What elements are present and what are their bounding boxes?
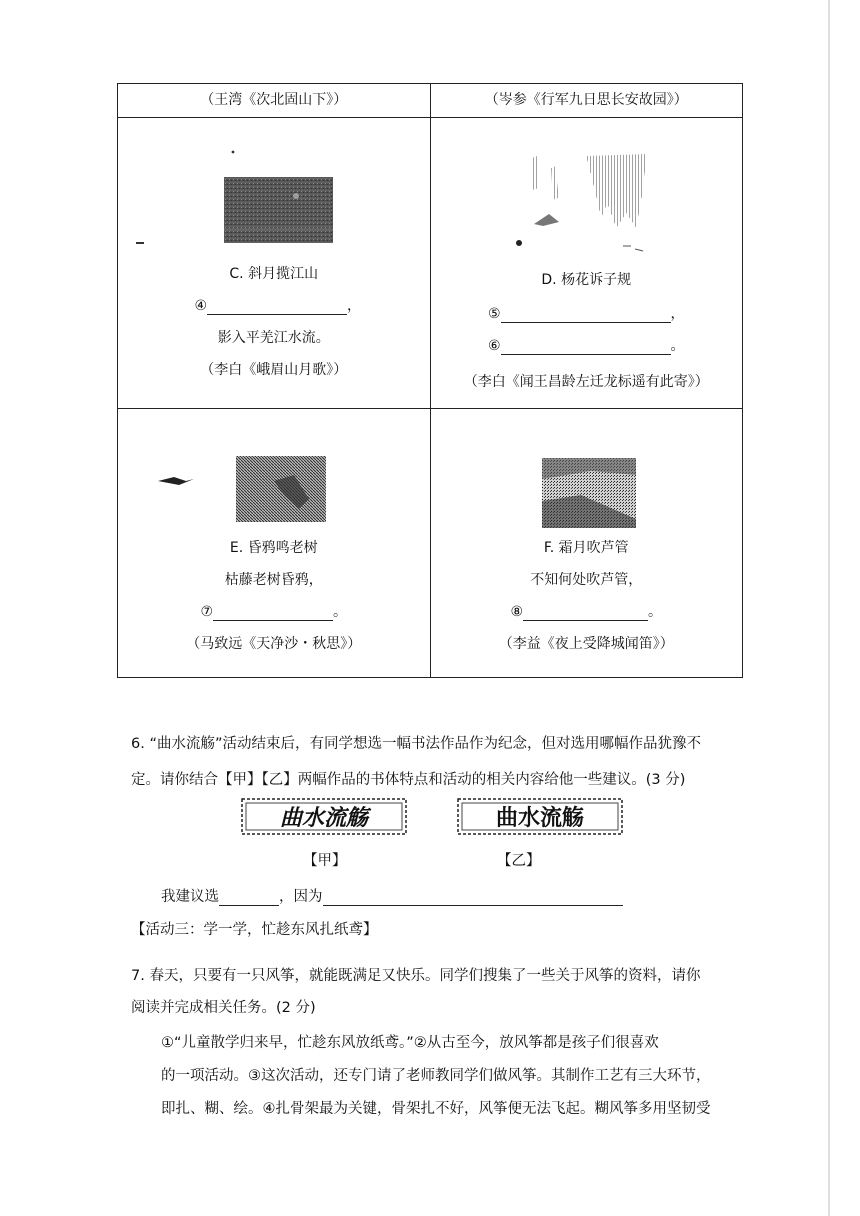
answer-blank-5[interactable] [501,322,671,323]
cell-d-source: （李白《闻王昌龄左迁龙标遥有此寄》） [463,374,709,390]
reason-blank[interactable] [323,905,623,906]
q7-line2: 阅读并完成相关任务。(2 分) [131,1000,316,1016]
cell-c-source: （李白《峨眉山月歌》） [200,362,348,378]
cell-e-line1: 枯藤老树昏鸦， [224,572,323,588]
punct: ， [670,306,685,322]
question-6 [131,731,751,794]
cell-f-source: （李益《夜上受降城闻笛》） [498,636,674,652]
calligraphy-a-text: 曲水流觞 [279,805,369,831]
suggestion-line [161,885,623,906]
blank-number-4: ④ [194,298,208,314]
header-left-text: （王湾《次北固山下》） [200,92,348,108]
calligraphy-b [456,796,626,842]
answer-blank-6[interactable] [501,354,671,355]
cell-e-blank-line [118,601,430,621]
passage-line2: 的一项活动。③这次活动，还专门请了老师教同学们做风筝。其制作工艺有三大环节， [161,1068,711,1084]
answer-blank-8[interactable] [523,620,648,621]
page-edge-line [828,0,830,1216]
cell-c-blank-line [118,295,430,315]
cell-d-blank-line-2 [431,335,743,355]
passage-line3: 即扎、糊、绘。④扎骨架最为关键，骨架扎不好，风筝便无法飞起。糊风筝多用坚韧受 [161,1101,711,1117]
cell-f-line1: 不知何处吹芦管， [530,572,643,588]
poem-table [117,83,743,678]
answer-blank-4[interactable] [207,314,347,315]
header-right [430,84,743,118]
cell-d-blank-line-1 [431,303,743,323]
cell-d-label: D. 杨花诉子规 [541,272,632,288]
cell-c [118,118,431,409]
blank-number-5: ⑤ [487,306,501,322]
cell-c-line2: 影入平羌江水流。 [217,330,330,346]
cell-f-blank-line [431,601,743,621]
suggest-prefix: 我建议选 [161,889,219,905]
blank-number-7: ⑦ [200,604,214,620]
picture-moon-river [124,118,424,263]
blank-number-8: ⑧ [510,604,524,620]
punct: 。 [333,604,348,620]
calligraphy-frame-b [456,796,626,838]
cell-e-label: E. 昏鸦鸣老树 [229,540,318,556]
kite-passage [161,1027,751,1126]
calligraphy-a [240,796,410,842]
calligraphy-b-text: 曲水流觞 [495,805,585,831]
punct: ， [347,298,362,314]
suggest-mid: ，因为 [279,889,323,905]
cell-f [430,409,743,678]
answer-blank-7[interactable] [213,620,333,621]
cell-e [118,409,431,678]
choice-blank[interactable] [219,905,279,906]
q6-line1: 6. “曲水流觞”活动结束后，有同学想选一幅书法作品作为纪念，但对选用哪幅作品犹豫不 [131,736,701,752]
cell-c-label: C. 斜月揽江山 [229,266,319,282]
picture-willow-catkins [431,118,741,263]
question-7 [131,960,751,1024]
header-left [118,84,431,118]
blank-number-6: ⑥ [487,338,501,354]
punct: 。 [670,338,685,354]
cell-e-source: （马致远《天净沙・秋思》） [186,636,362,652]
q6-line2: 定。请你结合【甲】【乙】两幅作品的书体特点和活动的相关内容给他一些建议。(3 分) [131,772,686,788]
caption-b: 【乙】 [497,853,541,869]
caption-a: 【甲】 [303,853,347,869]
passage-line1: ①“儿童散学归来早，忙趁东风放纸鸢。”②从古至今，放风筝都是孩子们很喜欢 [161,1035,659,1051]
q7-line1: 7. 春天，只要有一只风筝，就能既满足又快乐。同学们搜集了一些关于风筝的资料，请你 [131,968,701,984]
punct: 。 [648,604,663,620]
cell-d [430,118,743,409]
calligraphy-frame-a [240,796,410,838]
activity-3-heading: 【活动三：学一学，忙趁东风扎纸鸢】 [131,922,378,938]
cell-f-label: F. 霜月吹芦管 [543,540,629,556]
picture-crows-old-tree [124,409,424,529]
header-right-text: （岑参《行军九日思长安故园》） [484,92,688,108]
picture-frosty-moon-fortress [431,409,741,529]
